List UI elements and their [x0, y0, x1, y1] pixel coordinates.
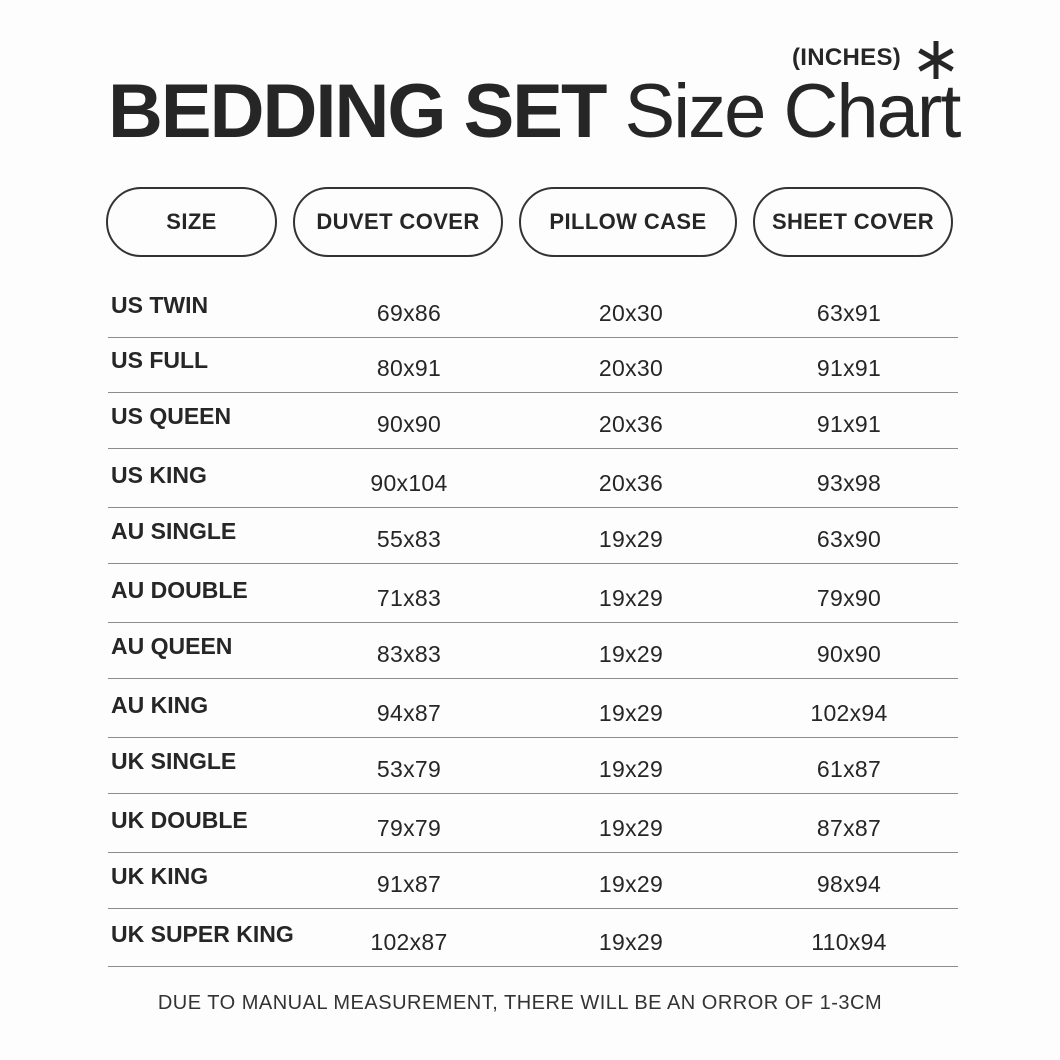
header-pillow-case: PILLOW CASE — [519, 187, 737, 257]
size-name: US KING — [111, 462, 207, 488]
sheet-value: 91x91 — [816, 355, 882, 381]
size-name: US TWIN — [111, 292, 209, 318]
size-name: UK DOUBLE — [111, 807, 248, 833]
duvet-value: 53x79 — [376, 756, 442, 782]
sheet-value: 90x90 — [816, 641, 882, 667]
size-name: AU KING — [111, 692, 209, 718]
duvet-value: 79x79 — [376, 815, 442, 841]
size-name: US FULL — [111, 347, 209, 373]
header-size: SIZE — [106, 187, 277, 257]
sheet-value: 63x90 — [816, 526, 882, 552]
table-row — [108, 911, 958, 967]
asterisk-icon — [914, 38, 958, 82]
pillow-value: 19x29 — [598, 929, 664, 955]
duvet-value: 83x83 — [376, 641, 442, 667]
table-row — [108, 623, 958, 679]
size-name: UK KING — [111, 863, 209, 889]
table-row — [108, 393, 958, 449]
pillow-value: 20x36 — [598, 411, 664, 437]
title-light: Size Chart — [624, 69, 960, 154]
table-row — [108, 682, 958, 738]
table-row — [108, 797, 958, 853]
table-row — [108, 337, 958, 393]
pillow-value: 19x29 — [598, 585, 664, 611]
pillow-value: 19x29 — [598, 815, 664, 841]
duvet-value: 55x83 — [376, 526, 442, 552]
table-row — [108, 452, 958, 508]
size-chart-title — [108, 68, 959, 156]
unit-label: (INCHES) — [792, 44, 902, 71]
table-row — [108, 853, 958, 909]
pillow-value: 20x36 — [598, 470, 664, 496]
duvet-value: 71x83 — [376, 585, 442, 611]
sheet-value: 91x91 — [816, 411, 882, 437]
sheet-value: 110x94 — [811, 929, 887, 955]
duvet-value: 69x86 — [376, 300, 442, 326]
sheet-value: 93x98 — [816, 470, 882, 496]
duvet-value: 94x87 — [376, 700, 442, 726]
size-name: AU SINGLE — [111, 518, 237, 544]
duvet-value: 90x104 — [370, 470, 448, 496]
pillow-value: 19x29 — [598, 756, 664, 782]
size-name: UK SINGLE — [111, 748, 237, 774]
table-row — [108, 508, 958, 564]
size-name: UK SUPER KING — [111, 921, 294, 947]
duvet-value: 80x91 — [376, 355, 442, 381]
duvet-value: 91x87 — [376, 871, 442, 897]
header-sheet-cover: SHEET COVER — [753, 187, 953, 257]
table-row — [108, 282, 958, 338]
pillow-value: 19x29 — [598, 641, 664, 667]
title-bold: BEDDING SET — [108, 69, 606, 154]
pillow-value: 19x29 — [598, 526, 664, 552]
sheet-value: 87x87 — [816, 815, 882, 841]
duvet-value: 102x87 — [370, 929, 448, 955]
pillow-value: 20x30 — [598, 355, 664, 381]
pillow-value: 19x29 — [598, 700, 664, 726]
sheet-value: 61x87 — [816, 756, 882, 782]
header-duvet-cover: DUVET COVER — [293, 187, 503, 257]
pillow-value: 20x30 — [598, 300, 664, 326]
pillow-value: 19x29 — [598, 871, 664, 897]
sheet-value: 63x91 — [816, 300, 882, 326]
table-row — [108, 567, 958, 623]
size-name: US QUEEN — [111, 403, 232, 429]
size-name: AU DOUBLE — [111, 577, 248, 603]
footer-note: DUE TO MANUAL MEASUREMENT, THERE WILL BE AN ORROR OF 1-3CM — [157, 992, 883, 1014]
sheet-value: 79x90 — [816, 585, 882, 611]
sheet-value: 98x94 — [816, 871, 882, 897]
table-row — [108, 738, 958, 794]
size-name: AU QUEEN — [111, 633, 233, 659]
duvet-value: 90x90 — [376, 411, 442, 437]
sheet-value: 102x94 — [810, 700, 888, 726]
